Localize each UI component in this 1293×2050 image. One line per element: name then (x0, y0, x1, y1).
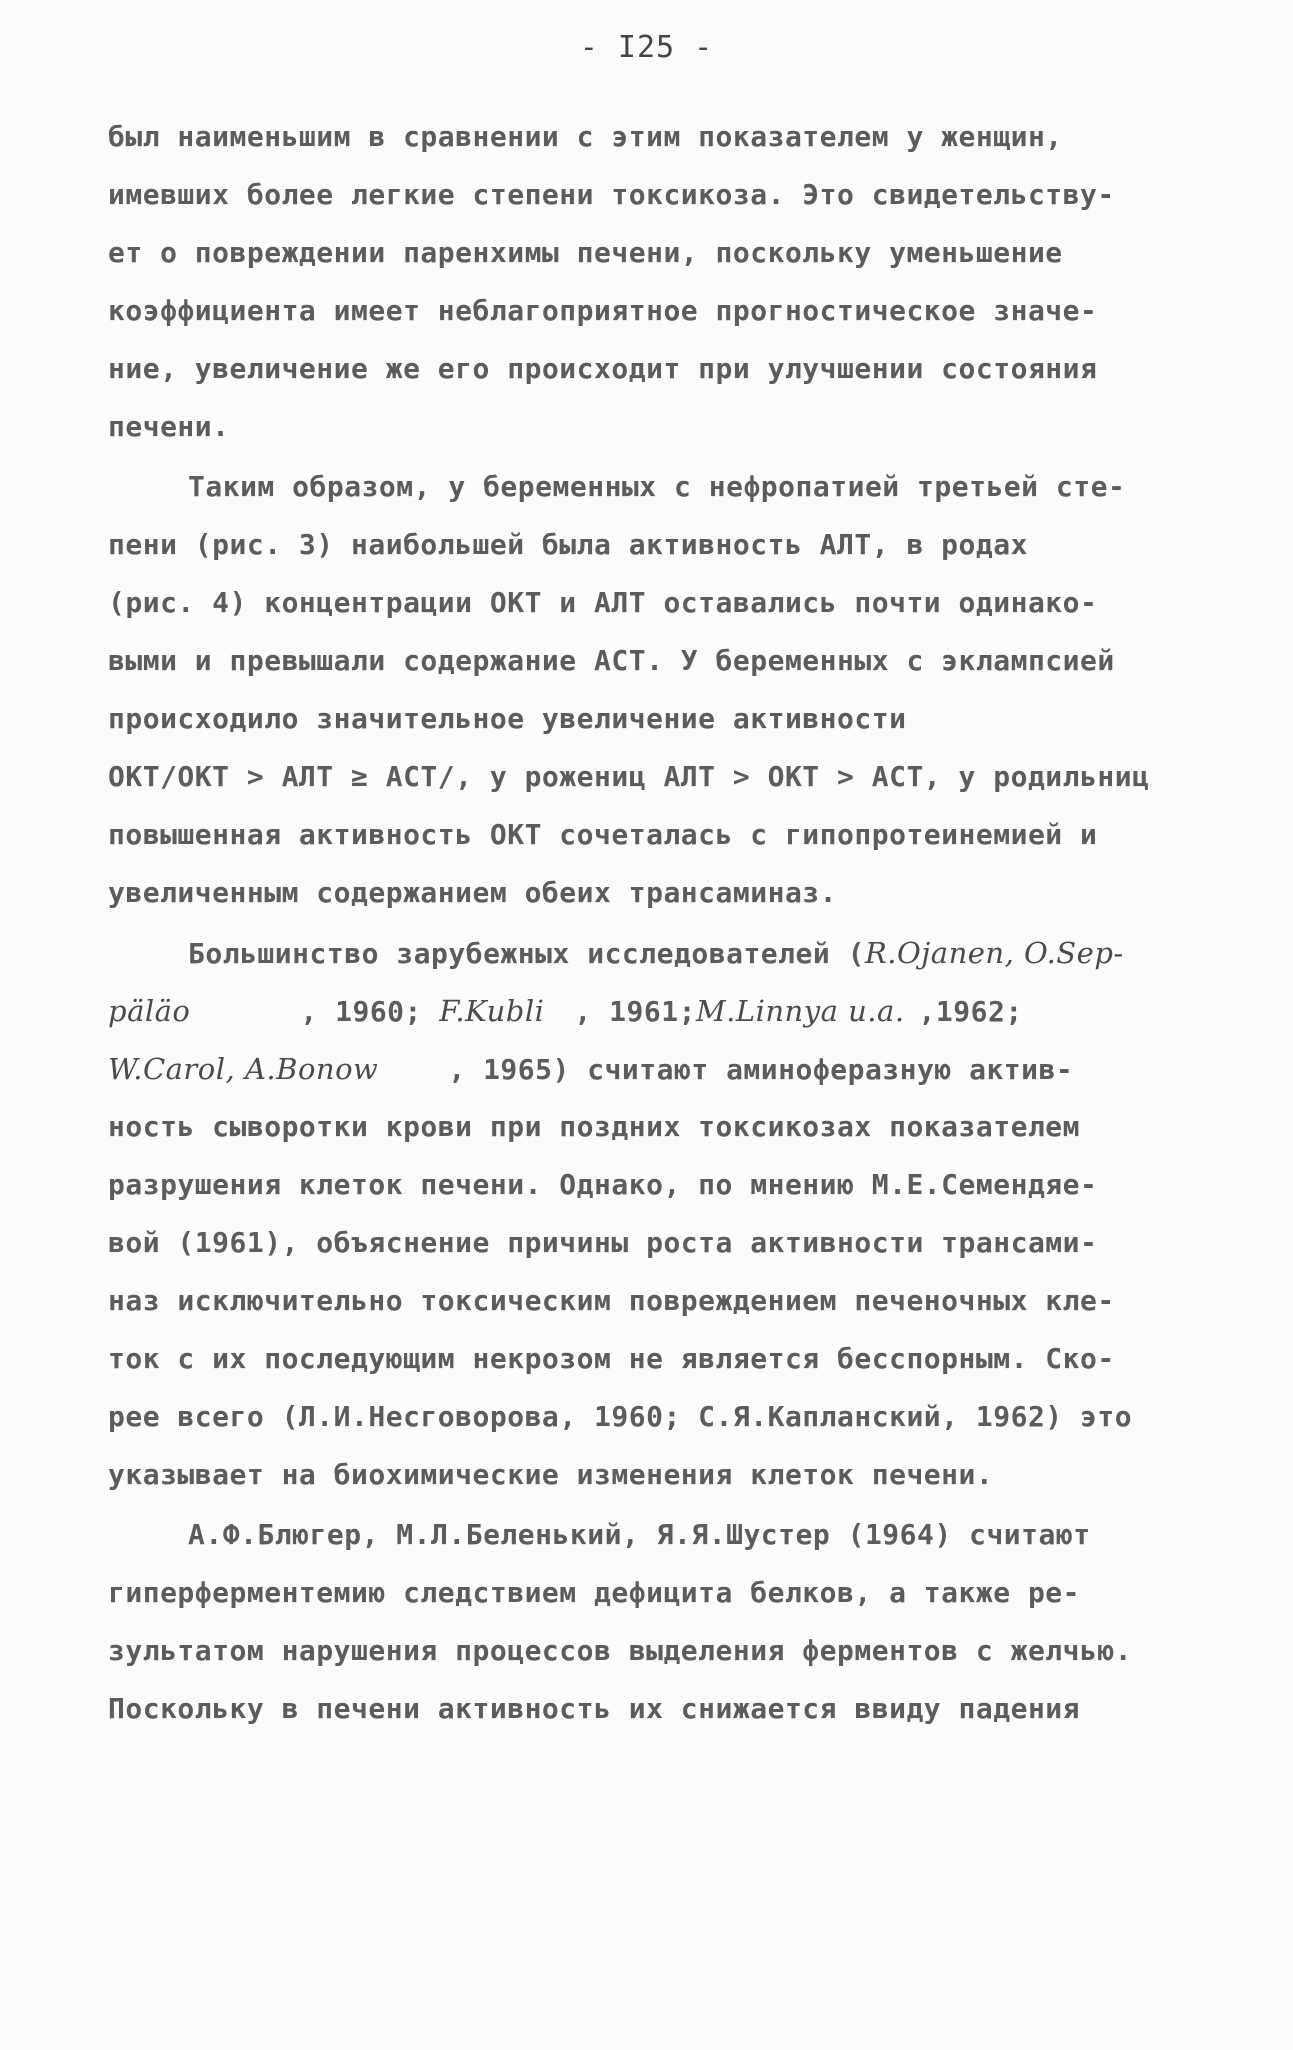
text-line: был наименьшим в сравнении с этим показателем у женщин, (108, 120, 1063, 153)
text-line: наз исключительно токсическим повреждением печеночных кле- (108, 1284, 1115, 1317)
text-segment: , 1961; (574, 995, 696, 1028)
handwritten-citation: W.Carol, A.Bonow (108, 1052, 379, 1086)
text-line: гиперферментемию следствием дефицита белков, а также ре- (108, 1576, 1081, 1609)
text-line: ет о повреждении паренхимы печени, поскольку уменьшение (108, 236, 1063, 269)
text-line: Таким образом, у беременных с нефропатией третьей сте- (188, 470, 1126, 503)
page-number: - I25 - (579, 30, 714, 65)
text-line: вой (1961), объяснение причины роста активности трансами- (108, 1226, 1098, 1259)
text-segment: ,1962; (918, 995, 1023, 1028)
text-line: повышенная активность ОКТ сочеталась с гипопротеинемией и (108, 818, 1098, 851)
text-line: указывает на биохимические изменения клеток печени. (108, 1458, 994, 1491)
handwritten-citation: päläo (108, 994, 191, 1028)
text-line: разрушения клеток печени. Однако, по мнению М.Е.Семендяе- (108, 1168, 1098, 1201)
handwritten-citation: R.Ojanen, O.Sep- (864, 936, 1124, 970)
handwritten-citation: M.Linnya u.a. (695, 994, 905, 1028)
text-line: зультатом нарушения процессов выделения ферментов с желчью. (108, 1634, 1133, 1667)
text-line: ОКТ/ОКТ > АЛТ ≥ АСТ/, у рожениц АЛТ > ОКТ > АСТ, у родильниц (108, 760, 1150, 793)
text-line: (рис. 4) концентрации ОКТ и АЛТ оставались почти одинако- (108, 586, 1098, 619)
text-line: ность сыворотки крови при поздних токсикозах показателем (108, 1110, 1081, 1143)
text-segment: , 1960; (300, 995, 422, 1028)
text-line (108, 994, 1023, 1029)
text-line (108, 1052, 1073, 1087)
text-line: пени (рис. 3) наибольшей была активность АЛТ, в родах (108, 528, 1028, 561)
text-line: имевших более легкие степени токсикоза. Это свидетельству- (108, 178, 1115, 211)
text-line: увеличенным содержанием обеих трансаминаз. (108, 876, 838, 909)
text-line: ток с их последующим некрозом не является бесспорным. Ско- (108, 1342, 1115, 1375)
text-line: происходило значительное увеличение активности (108, 702, 907, 735)
text-line: коэффициента имеет неблагоприятное прогностическое значе- (108, 294, 1098, 327)
text-line: А.Ф.Блюгер, М.Л.Беленький, Я.Я.Шустер (1964) считают (188, 1518, 1091, 1551)
text-line: рее всего (Л.И.Несговорова, 1960; С.Я.Капланский, 1962) это (108, 1400, 1133, 1433)
text-line: печени. (108, 410, 230, 443)
handwritten-citation: F.Kubli (439, 994, 545, 1028)
text-line: ние, увеличение же его происходит при улучшении состояния (108, 352, 1098, 385)
text-segment: Большинство зарубежных исследователей ( (188, 937, 865, 970)
text-line: Поскольку в печени активность их снижается ввиду падения (108, 1692, 1081, 1725)
text-segment: , 1965) считают аминоферазную актив- (448, 1053, 1074, 1086)
text-line: выми и превышали содержание АСТ. У беременных с эклампсией (108, 644, 1115, 677)
text-line (188, 936, 1124, 971)
